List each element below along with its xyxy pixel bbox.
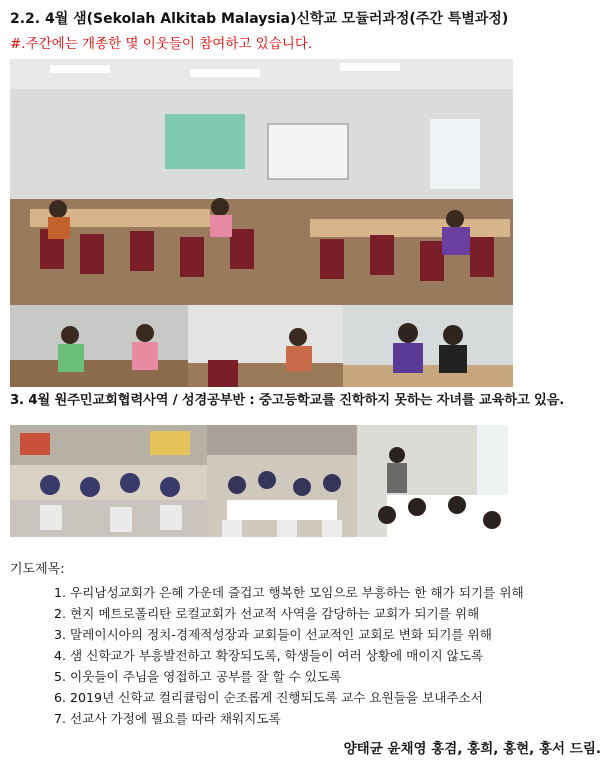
classroom-photo-main: [10, 59, 513, 305]
prayer-item: 1. 우리남성교회가 은혜 가운데 즐겁고 행복한 모임으로 부흥하는 한 해가 되기를 위해: [54, 585, 524, 600]
bible-study-photo-3: [357, 425, 508, 537]
prayer-item: 5. 이웃들이 주님을 영접하고 공부를 잘 할 수 있도록: [54, 669, 342, 684]
bible-study-photo-1: [10, 425, 207, 537]
prayer-list: [54, 582, 524, 729]
prayer-item: 3. 말레이시아의 정치-경제적성장과 교회들이 선교적인 교회로 변화 되기를 위해: [54, 627, 492, 642]
classroom-photo-small-1: [10, 305, 188, 387]
classroom-photo-small-2: [188, 305, 343, 387]
prayer-item: 4. 샘 신학교가 부흥발전하고 확장되도록, 학생들이 여러 상황에 매이지 않도록: [54, 648, 484, 663]
section-heading-2-2: 2.2. 4월 샘(Sekolah Alkitab Malaysia)신학교 모듈러과정(주간 특별과정): [10, 11, 509, 27]
bible-study-photo-2: [207, 425, 357, 537]
classroom-photo-small-3: [343, 305, 513, 387]
prayer-title: 기도제목:: [10, 562, 65, 577]
section-note: #.주간에는 개종한 몇 이웃들이 참여하고 있습니다.: [10, 36, 313, 52]
signature: 양태균 윤채영 홍겸, 홍희, 홍현, 홍서 드림.: [343, 741, 601, 757]
prayer-item: 7. 선교사 가정에 필요를 따라 채워지도록: [54, 711, 281, 726]
prayer-item: 2. 현지 메트로폴리탄 로컬교회가 선교적 사역을 감당하는 교회가 되기를 위해: [54, 606, 480, 621]
section-heading-3: 3. 4월 원주민교회협력사역 / 성경공부반 : 중고등학교를 진학하지 못하는 자녀를 교육하고 있음.: [10, 393, 565, 408]
prayer-item: 6. 2019년 신학교 컬리큘럼이 순조롭게 진행되도록 교수 요원들을 보내주소서: [54, 690, 483, 705]
